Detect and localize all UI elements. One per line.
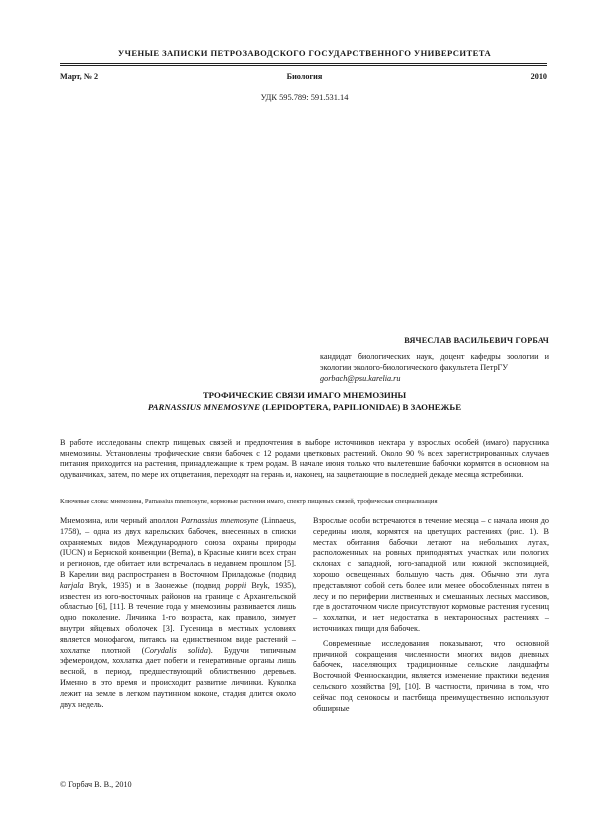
title-line-2 — [60, 401, 549, 413]
body-paragraph — [60, 516, 296, 710]
copyright: © Горбач В. В., 2010 — [60, 780, 132, 789]
year-label: 2010 — [530, 72, 547, 81]
abstract: В работе исследованы спектр пищевых связей и предпочтения в выборе источников нектара у взрослых особей (имаго) парусника мнемозины. Установлены трофические связи бабочек с 12 родами цветковых растений. Около 90 % всех зарегистрированных случаев питания приходится на растения, принадлежащие к трем родам. В начале июня только что вылетевшие бабочки кормятся в основном на одуванчиках, затем, по мере их отцветания, переходят на герань и, наконец, на зацветающие в последней декаде месяца ястребинки. — [60, 438, 549, 480]
text-run: ). Будучи типичным эфемероидом, хохлатка дает побеги и генеративные органы лишь весной, в период, предшествующий облиствению деревьев. Именно в это время и происходит развитие личинки. Куколка лежит на земле в легком паутинном коконе, стадия длится около двух недель. — [60, 645, 296, 709]
text-run: Bryk, 1935), известен из юго-восточных районов на границе с Архангельской областью [6], [11]. В течение года у мнемозины развивается лишь одно поколение. Личинка 1-го возраста, как правило, зимует внутри яйцевых оболочек [3]. Гусеница в местных условиях является монофагом, питаясь на единственном виде растений – хохлатке плотной ( — [60, 580, 296, 655]
author-block — [313, 335, 549, 384]
plant-species-name: Corydalis solida — [144, 645, 208, 655]
subspecies-name: karjala — [60, 580, 84, 590]
text-run: (Linnaeus, 1758), – одна из двух карельских бабочек, внесенных в списки охраняемых видов Международного союза охраны природы (IUCN) и Бернской конвенции (Berna), в Красные книги всех стран и регионов, где обитает или встречалась в недавнем прошлом [5]. В Карелии вид распространен в Восточном Приладожье (подвид — [60, 516, 297, 579]
text-run: Bryk, 1935) и в Заонежье (подвид — [83, 580, 226, 590]
journal-title: УЧЕНЫЕ ЗАПИСКИ ПЕТРОЗАВОДСКОГО ГОСУДАРСТВЕННОГО УНИВЕРСИТЕТА — [117, 48, 492, 58]
keywords: Ключевые слова: мнемозина, Parnassius mnemosyne, кормовые растения имаго, спектр пищевых связей, трофическая специализация — [60, 498, 438, 505]
body-paragraph: Современные исследования показывают, что основной причиной сокращения численности многих видов дневных бабочек, населяющих традиционные сельские ландшафты Восточной Фенноскандии, является изменение практики ведения сельского хозяйства [9], [10]. В частности, причина в том, что сейчас под сенокосы и пастбища преимущественно используют обширные — [313, 638, 549, 713]
author-name: ВЯЧЕСЛАВ ВАСИЛЬЕВИЧ ГОРБАЧ — [404, 336, 549, 345]
species-name: Parnassius mnemosyne — [181, 516, 259, 525]
body-paragraph: Взрослые особи встречаются в течение месяца – с начала июня до середины июля, кормятся на цветущих растениях (рис. 1). В местах обитания бабочки летают на небольших лугах, расположенных на ровных приподнятых участках или пологих склонах с западной, юго-западной или южной экспозицией, хорошо освещенных большую часть дня. Обычно эти луга представляют собой сеть более или менее обособленных пятен в лесу и по периферии лиственных и смешанных лесных массивов, где в достаточном числе присутствуют кормовые растения гусениц – хохлатки, и нет недостатка в нектароносных растениях – источниках пищи для бабочек. — [313, 516, 549, 633]
article-title — [60, 389, 549, 413]
issue-label: Март, № 2 — [60, 72, 99, 81]
udk-code: УДК 595.789: 591.531.14 — [260, 93, 349, 102]
title-species: PARNASSIUS MNEMOSYNE — [147, 402, 260, 412]
title-line-1: ТРОФИЧЕСКИЕ СВЯЗИ ИМАГО МНЕМОЗИНЫ — [202, 390, 407, 400]
section-label: Биология — [286, 72, 323, 81]
header-rule-top — [60, 63, 547, 64]
header-rule-bottom — [60, 65, 547, 66]
body-column-left — [60, 516, 296, 710]
body-column-right — [313, 516, 549, 714]
title-line-2-rest: (LEPIDOPTERA, PAPILIONIDAE) В ЗАОНЕЖЬЕ — [259, 402, 462, 412]
text-run: Мнемозина, или черный аполлон — [60, 516, 181, 525]
author-affiliation: кандидат биологических наук, доцент кафедры зоологии и экологии эколого-биологического факультета ПетрГУ — [320, 352, 549, 372]
author-email[interactable]: gorbach@psu.karelia.ru — [320, 374, 401, 383]
subspecies-name: poppii — [225, 580, 247, 590]
